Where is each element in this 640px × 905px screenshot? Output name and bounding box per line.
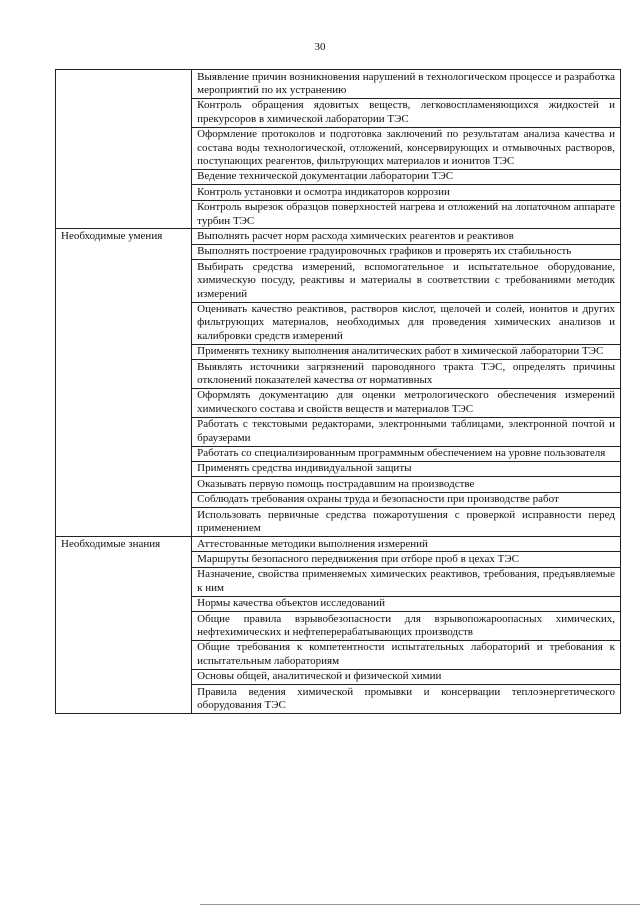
section-label-cell: Необходимые умения [56, 229, 192, 244]
table-row [56, 537, 621, 552]
section-label-cell [56, 388, 192, 417]
item-cell: Выполнять расчет норм расхода химических реагентов и реактивов [192, 229, 621, 244]
table-row [56, 360, 621, 389]
item-cell: Соблюдать требования охраны труда и безопасности при производстве работ [192, 492, 621, 507]
table-row [56, 127, 621, 169]
item-cell: Контроль вырезок образцов поверхностей нагрева и отложений на лопаточном аппарате турбин ТЭС [192, 200, 621, 229]
section-label-cell [56, 552, 192, 567]
table-row [56, 492, 621, 507]
item-cell: Выбирать средства измерений, вспомогательное и испытательное оборудование, химическую посуду, реактивы и материалы в соответствии с требованиями методик измерений [192, 260, 621, 302]
table-row [56, 446, 621, 461]
table-row [56, 185, 621, 200]
table-row [56, 200, 621, 229]
table-row [56, 229, 621, 244]
table-row [56, 260, 621, 302]
table-row [56, 669, 621, 684]
item-cell: Оценивать качество реактивов, растворов кислот, щелочей и солей, ионитов и других фильтрующих материалов, необходимых для проведения химических анализов и калибровки средств измерений [192, 302, 621, 344]
item-cell: Оформлять документацию для оценки метрологического обеспечения измерений химического состава и свойств веществ и материалов ТЭС [192, 388, 621, 417]
section-label-cell [56, 640, 192, 669]
table-row [56, 344, 621, 359]
section-label-cell [56, 461, 192, 476]
section-label-cell [56, 185, 192, 200]
item-cell: Ведение технической документации лаборатории ТЭС [192, 169, 621, 184]
section-label-cell [56, 302, 192, 344]
section-label-cell [56, 477, 192, 492]
item-cell: Оформление протоколов и подготовка заключений по результатам анализа качества и состава воды технологической, отложений, консервирующих и отмывочных растворов, поступающих реагентов, фильтрующих материалов и ионитов ТЭС [192, 127, 621, 169]
table-row [56, 70, 621, 99]
table-row [56, 567, 621, 596]
section-label-cell [56, 612, 192, 641]
item-cell: Общие требования к компетентности испытательных лабораторий и требования к испытательным лабораториям [192, 640, 621, 669]
section-label-cell [56, 508, 192, 537]
table-row [56, 477, 621, 492]
section-label-cell [56, 417, 192, 446]
table-row [56, 508, 621, 537]
section-label-cell [56, 98, 192, 127]
section-label-cell [56, 200, 192, 229]
table-row [56, 417, 621, 446]
item-cell: Использовать первичные средства пожаротушения с проверкой исправности перед применением [192, 508, 621, 537]
section-label-cell [56, 127, 192, 169]
section-label-cell [56, 344, 192, 359]
item-cell: Работать с текстовыми редакторами, электронными таблицами, электронной почтой и браузерами [192, 417, 621, 446]
item-cell: Правила ведения химической промывки и консервации теплоэнергетического оборудования ТЭС [192, 685, 621, 714]
section-label-cell [56, 669, 192, 684]
item-cell: Аттестованные методики выполнения измерений [192, 537, 621, 552]
competency-table [55, 69, 621, 714]
item-cell: Выявлять источники загрязнений пароводяного тракта ТЭС, определять причины отклонений показателей качества от нормативных [192, 360, 621, 389]
table-row [56, 98, 621, 127]
item-cell: Применять технику выполнения аналитических работ в химической лаборатории ТЭС [192, 344, 621, 359]
table-row [56, 596, 621, 611]
section-label-cell: Необходимые знания [56, 537, 192, 552]
table-row [56, 244, 621, 259]
item-cell: Общие правила взрывобезопасности для взрывопожароопасных химических, нефтехимических и нефтеперерабатывающих производств [192, 612, 621, 641]
section-label-cell [56, 360, 192, 389]
item-cell: Назначение, свойства применяемых химических реактивов, требования, предъявляемые к ним [192, 567, 621, 596]
section-label-cell [56, 70, 192, 99]
item-cell: Применять средства индивидуальной защиты [192, 461, 621, 476]
item-cell: Выполнять построение градуировочных графиков и проверять их стабильность [192, 244, 621, 259]
item-cell: Контроль установки и осмотра индикаторов коррозии [192, 185, 621, 200]
section-label-cell [56, 244, 192, 259]
section-label-cell [56, 567, 192, 596]
table-row [56, 552, 621, 567]
table-row [56, 685, 621, 714]
section-label-cell [56, 596, 192, 611]
table-row [56, 640, 621, 669]
item-cell: Оказывать первую помощь пострадавшим на производстве [192, 477, 621, 492]
item-cell: Маршруты безопасного передвижения при отборе проб в цехах ТЭС [192, 552, 621, 567]
item-cell: Контроль обращения ядовитых веществ, легковоспламеняющихся жидкостей и прекурсоров в химической лаборатории ТЭС [192, 98, 621, 127]
table-row [56, 461, 621, 476]
item-cell: Основы общей, аналитической и физической химии [192, 669, 621, 684]
item-cell: Работать со специализированным программным обеспечением на уровне пользователя [192, 446, 621, 461]
section-label-cell [56, 492, 192, 507]
section-label-cell [56, 685, 192, 714]
table-row [56, 169, 621, 184]
table-row [56, 388, 621, 417]
section-label-cell [56, 446, 192, 461]
section-label-cell [56, 169, 192, 184]
item-cell: Нормы качества объектов исследований [192, 596, 621, 611]
table-row [56, 302, 621, 344]
item-cell: Выявление причин возникновения нарушений в технологическом процессе и разработка мероприятий по их устранению [192, 70, 621, 99]
page-number: 30 [314, 41, 326, 53]
table-row [56, 612, 621, 641]
competency-table-body [56, 70, 621, 714]
section-label-cell [56, 260, 192, 302]
